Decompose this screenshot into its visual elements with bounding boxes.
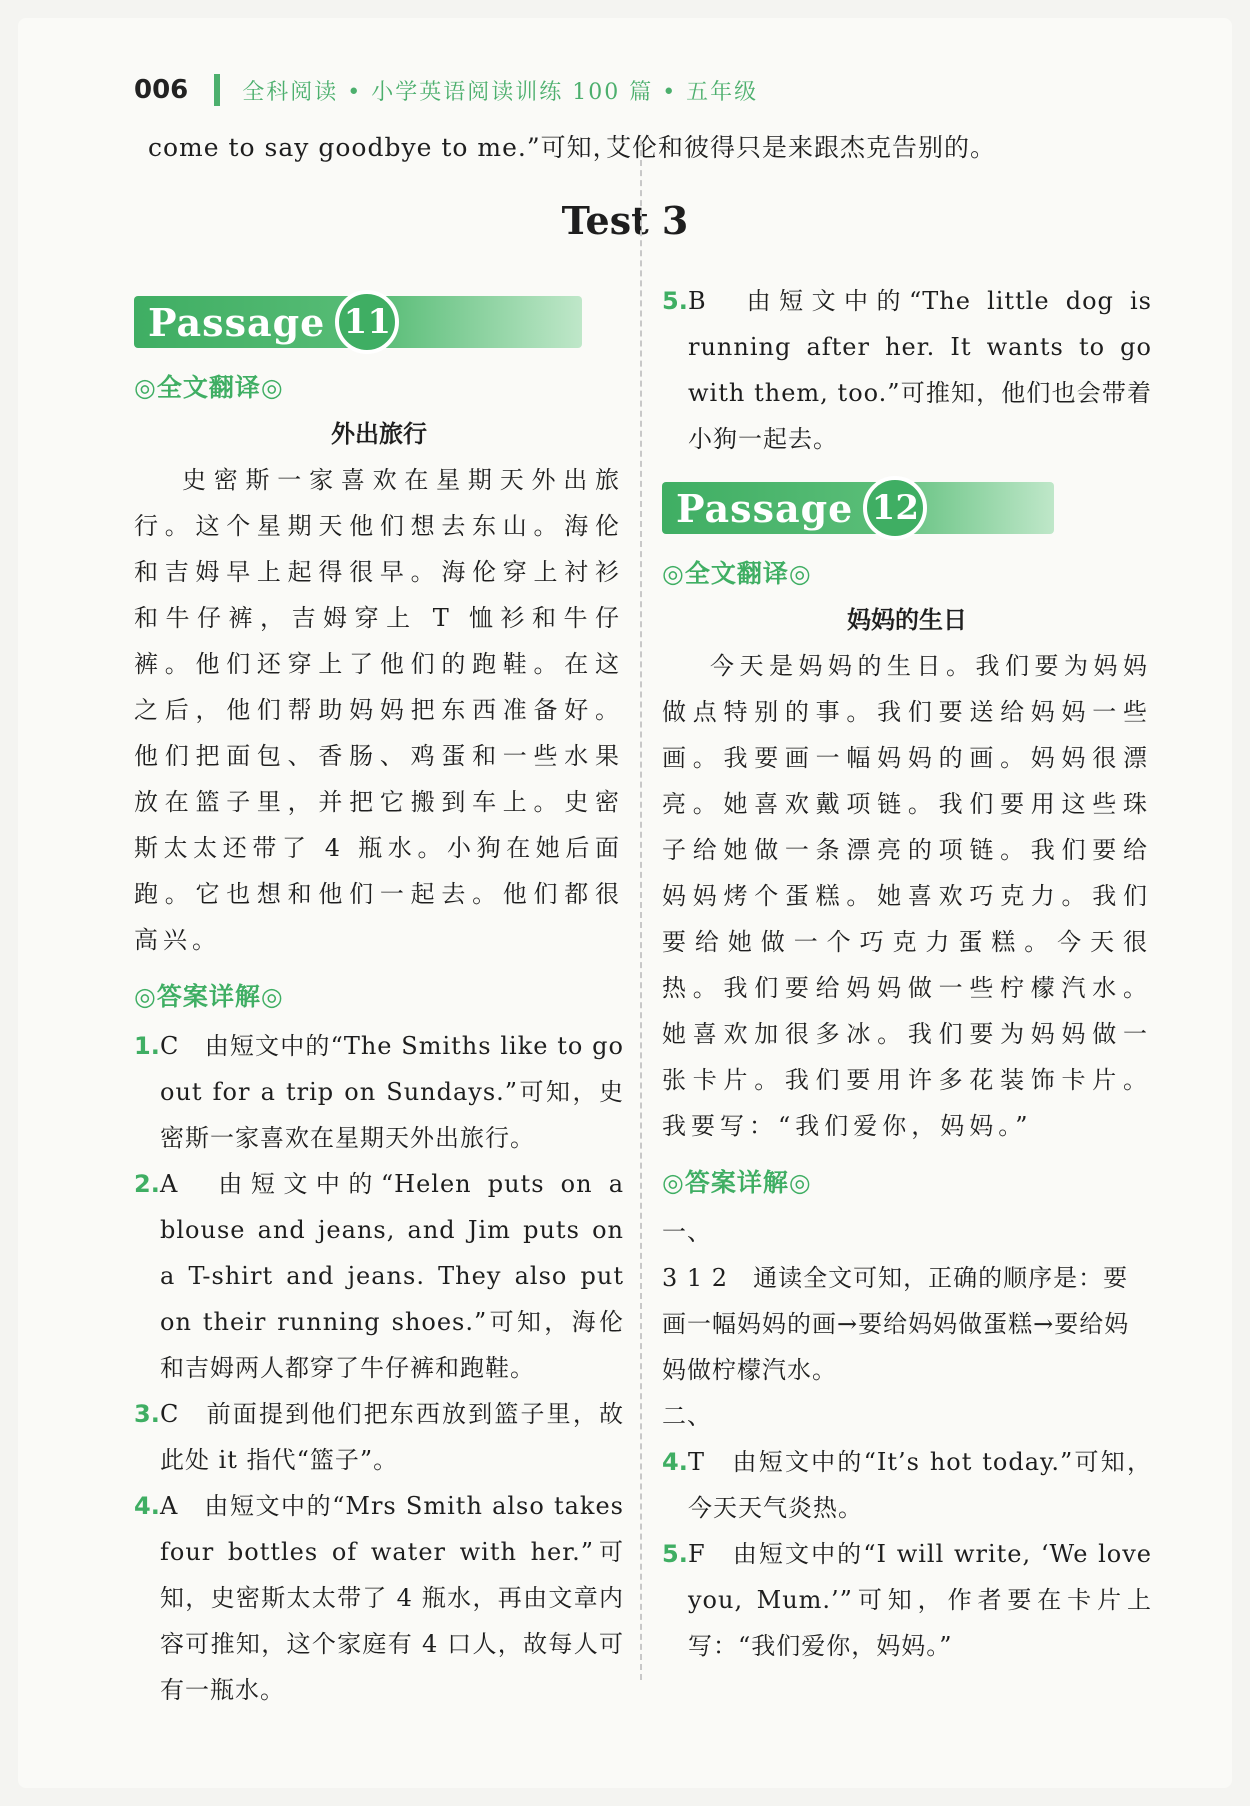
part-two-label: 二、 — [662, 1402, 712, 1430]
passage-11-banner — [134, 290, 624, 354]
answer-number: 1. — [134, 1032, 160, 1060]
answer-text: C 前面提到他们把东西放到篮子里，故此处 it 指代“篮子”。 — [160, 1400, 624, 1474]
banner-word: Passage — [148, 299, 326, 345]
column-divider — [640, 140, 642, 1680]
translation-heading: ◎全文翻译◎ — [662, 559, 812, 588]
part-one-text: 3 1 2 通读全文可知，正确的顺序是：要画一幅妈妈的画→要给妈妈做蛋糕→要给妈妈做柠檬汽水。 — [662, 1264, 1130, 1384]
right-column — [662, 278, 1152, 1669]
passage-translation: 史密斯一家喜欢在星期天外出旅行。这个星期天他们想去东山。海伦和吉姆早上起得很早。海伦穿上衬衫和牛仔裤，吉姆穿上 T 恤衫和牛仔裤。他们还穿上了他们的跑鞋。在这之后，他们帮助妈妈把东西准备好。他们把面包、香肠、鸡蛋和一些水果放在篮子里，并把它搬到车上。史密斯太太还带了 4 瓶水。小狗在她后面跑。它也想和他们一起去。他们都很高兴。 — [134, 466, 624, 954]
answer-number: 5. — [662, 287, 688, 315]
answer-heading: ◎答案详解◎ — [662, 1168, 812, 1197]
carry-over-right: 艾伦和彼得只是来跟杰克告别的。 — [606, 133, 997, 162]
answer-text: A 由短文中的“Helen puts on a blouse and jeans, and Jim puts on a T-shirt and jeans. They also put on their running shoes.”可知，海伦和吉姆两人都穿了牛仔裤和跑鞋。 — [160, 1170, 624, 1382]
answer-text: T 由短文中的“It’s hot today.”可知，今天天气炎热。 — [688, 1448, 1152, 1522]
page-header — [134, 74, 758, 106]
passage-title: 外出旅行 — [331, 420, 427, 448]
answer-item — [134, 1391, 624, 1483]
answer-item — [134, 1023, 624, 1161]
translation-heading: ◎全文翻译◎ — [134, 373, 284, 402]
answer-item — [662, 1439, 1152, 1531]
answer-item — [134, 1161, 624, 1391]
test-title: Test 3 — [561, 198, 689, 243]
answer-text: F 由短文中的“I will write, ‘We love you, Mum.’”可知，作者要在卡片上写：“我们爱你，妈妈。” — [688, 1540, 1152, 1660]
answer-text: B 由短文中的“The little dog is running after her. It wants to go with them, too.”可推知，他们也会带着小狗一起去。 — [688, 287, 1152, 453]
answer-number: 4. — [134, 1492, 160, 1520]
answer-item — [662, 1531, 1152, 1669]
part-one-label: 一、 — [662, 1218, 712, 1246]
page-number: 006 — [134, 75, 189, 105]
answer-number: 4. — [662, 1448, 688, 1476]
banner-number: 12 — [863, 476, 927, 540]
passage-12-banner — [662, 476, 1152, 540]
answer-item — [662, 278, 1152, 462]
carry-over-left: come to say goodbye to me.”可知， — [148, 133, 619, 162]
answer-text: C 由短文中的“The Smiths like to go out for a trip on Sundays.”可知，史密斯一家喜欢在星期天外出旅行。 — [160, 1032, 624, 1152]
passage-translation: 今天是妈妈的生日。我们要为妈妈做点特别的事。我们要送给妈妈一些画。我要画一幅妈妈的画。妈妈很漂亮。她喜欢戴项链。我们要用这些珠子给她做一条漂亮的项链。我们要给妈妈烤个蛋糕。她喜欢巧克力。我们要给她做一个巧克力蛋糕。今天很热。我们要给妈妈做一些柠檬汽水。她喜欢加很多冰。我们要为妈妈做一张卡片。我们要用许多花装饰卡片。我要写：“我们爱你，妈妈。” — [662, 652, 1152, 1140]
answer-number: 5. — [662, 1540, 688, 1568]
answer-item — [134, 1483, 624, 1713]
answer-heading: ◎答案详解◎ — [134, 982, 284, 1011]
passage-title: 妈妈的生日 — [847, 606, 967, 634]
answer-text: A 由短文中的“Mrs Smith also takes four bottles of water with her.”可知，史密斯太太带了 4 瓶水，再由文章内容可推知，这个家庭有 4 口人，故每人可有一瓶水。 — [160, 1492, 624, 1704]
left-column — [134, 290, 624, 1713]
banner-word: Passage — [676, 485, 854, 531]
answer-number: 3. — [134, 1400, 160, 1428]
book-title: 全科阅读 • 小学英语阅读训练 100 篇 • 五年级 — [242, 79, 759, 105]
answer-number: 2. — [134, 1170, 160, 1198]
banner-number: 11 — [335, 290, 399, 354]
header-divider — [214, 74, 220, 106]
